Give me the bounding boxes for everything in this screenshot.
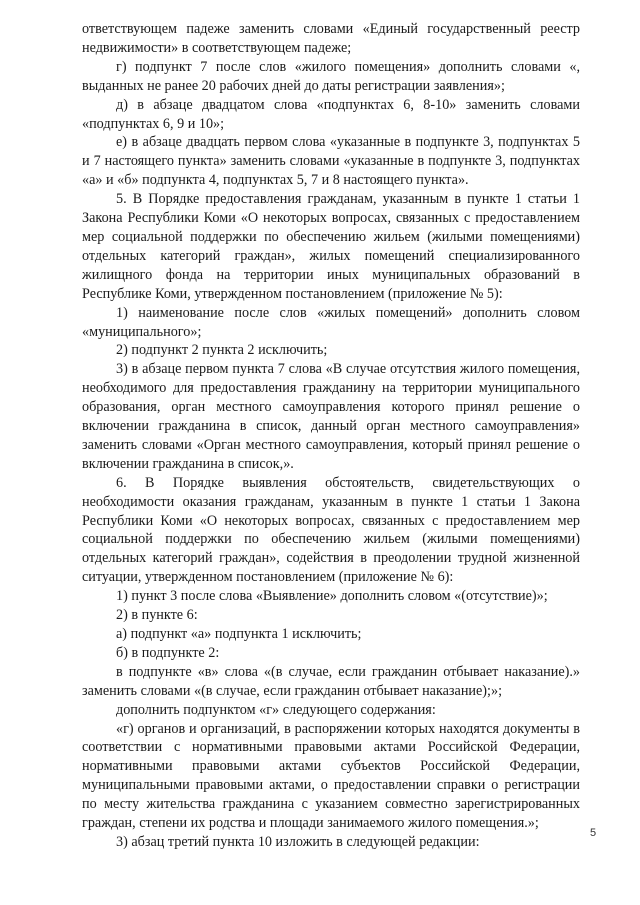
- paragraph: д) в абзаце двадцатом слова «подпунктах 6, 8-10» заменить словами «подпунктах 6, 9 и 10»;: [82, 96, 580, 132]
- paragraph: 3) в абзаце первом пункта 7 слова «В случае отсутствия жилого помещения, необходимого для предоставления гражданину на территории муниципального образования, орган местного самоуправления которого принял решение о включении гражданина в список, данный орган местного самоуправления» заменить словами «Орган местного самоуправления, который принял решение о включении гражданина в список,».: [82, 361, 580, 472]
- paragraph: 2) подпункт 2 пункта 2 исключить;: [116, 342, 328, 359]
- paragraph: ответствующем падеже заменить словами «Единый государственный реестр недвижимости» в соответствующем падеже;: [82, 21, 580, 56]
- paragraph: 1) наименование после слов «жилых помещений» дополнить словом «муниципального»;: [82, 304, 580, 340]
- paragraph: «г) органов и организаций, в распоряжении которых находятся документы в соответствии с нормативными правовыми актами Российской Федерации, нормативными правовыми актами субъектов Российской Федерации, муниципальными правовыми актами, о предоставлении справки о регистрации по месту жительства гражданина с указанием совместно зарегистрированных граждан, степени их родства и площади занимаемого жилого помещения.»;: [82, 720, 580, 832]
- paragraph: дополнить подпунктом «г» следующего содержания:: [116, 701, 436, 718]
- page-number: 5: [590, 827, 597, 839]
- paragraph: 6. В Порядке выявления обстоятельств, свидетельствующих о необходимости оказания гражданам, указанным в пункте 1 статьи 1 Закона Республики Коми «О некоторых вопросах, связанных с предоставлением мер социальной поддержки по обеспечению жильем (жилыми помещениями) отдельных категорий граждан», содействия в преодолении трудной жизненной ситуации, утвержденном постановлением (приложение № 6):: [82, 474, 580, 586]
- paragraph: 2) в пункте 6:: [116, 607, 198, 624]
- document-body: [82, 20, 580, 852]
- paragraph: а) подпункт «а» подпункта 1 исключить;: [116, 626, 362, 642]
- paragraph: г) подпункт 7 после слов «жилого помещения» дополнить словами «, выданных не ранее 20 рабочих дней до даты регистрации заявления»;: [82, 58, 580, 94]
- paragraph: 1) пункт 3 после слова «Выявление» дополнить словом «(отсутствие)»;: [116, 588, 548, 605]
- paragraph: 3) абзац третий пункта 10 изложить в следующей редакции:: [116, 833, 480, 850]
- paragraph: б) в подпункте 2:: [116, 644, 220, 661]
- paragraph: 5. В Порядке предоставления гражданам, указанным в пункте 1 статьи 1 Закона Республики Коми «О некоторых вопросах, связанных с предоставлением мер социальной поддержки по обеспечению жильем (жилыми помещениями) отдельных категорий граждан», жилых помещений специализированного жилищного фонда на территории иных муниципальных образований в Республике Коми, утвержденном постановлением (приложение № 5):: [82, 191, 580, 302]
- paragraph: е) в абзаце двадцать первом слова «указанные в подпункте 3, подпунктах 5 и 7 настоящего пункта» заменить словами «указанные в подпункте 3, подпунктах «а» и «б» подпункта 4, подпунктах 5, 7 и 8 настоящего пункта».: [82, 134, 580, 189]
- paragraph: в подпункте «в» слова «(в случае, если гражданин отбывает наказание).» заменить словами «(в случае, если гражданин отбывает наказание);»;: [82, 663, 580, 699]
